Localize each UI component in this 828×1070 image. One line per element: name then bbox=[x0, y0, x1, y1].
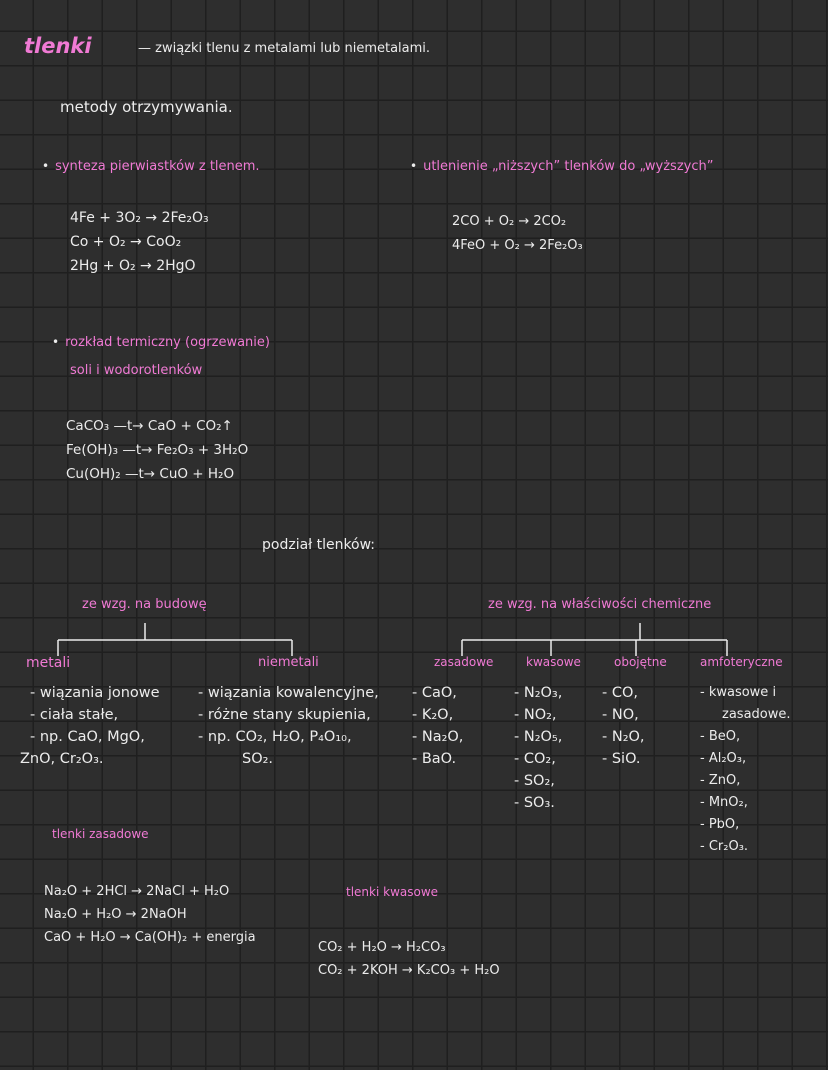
reaction: CaO + H₂O → Ca(OH)₂ + energia bbox=[44, 930, 256, 945]
list-item: - SO₂, bbox=[514, 773, 555, 789]
list-item: - CO, bbox=[602, 685, 638, 701]
list-item: - CaO, bbox=[412, 685, 457, 701]
oxidation-text: utlenienie „niższych” tlenków do „wyższych” bbox=[423, 159, 714, 174]
reaction: Fe(OH)₃ —t→ Fe₂O₃ + 3H₂O bbox=[66, 442, 249, 458]
list-item: - Al₂O₃, bbox=[700, 751, 747, 766]
reaction: Cu(OH)₂ —t→ CuO + H₂O bbox=[66, 466, 235, 482]
reaction: 2CO + O₂ → 2CO₂ bbox=[452, 214, 567, 229]
reaction: Na₂O + H₂O → 2NaOH bbox=[44, 907, 187, 922]
acidic-list bbox=[514, 682, 562, 814]
list-item: - kwasowe i bbox=[700, 685, 777, 700]
acidic-label: kwasowe bbox=[526, 655, 581, 669]
page-title: tlenki bbox=[24, 34, 92, 58]
list-item: - Na₂O, bbox=[412, 729, 464, 745]
by-properties-label: ze wzg. na właściwości chemiczne bbox=[488, 597, 712, 612]
reaction: CaCO₃ —t→ CaO + CO₂↑ bbox=[66, 418, 233, 434]
amphoteric-label: amfoteryczne bbox=[700, 655, 783, 669]
list-item: - różne stany skupienia, bbox=[198, 707, 371, 723]
acidic-oxides-reactions bbox=[318, 936, 500, 982]
division-heading: podział tlenków: bbox=[262, 537, 376, 553]
list-item: - np. CO₂, H₂O, P₄O₁₀, bbox=[198, 729, 352, 745]
synthesis-text: synteza pierwiastków z tlenem. bbox=[55, 159, 260, 174]
list-item: - np. CaO, MgO, bbox=[30, 729, 145, 745]
bullet-icon: • bbox=[410, 159, 418, 173]
reaction: 4FeO + O₂ → 2Fe₂O₃ bbox=[452, 238, 583, 253]
reaction: Na₂O + 2HCl → 2NaCl + H₂O bbox=[44, 884, 230, 899]
list-item: - BeO, bbox=[700, 729, 741, 744]
list-item: - PbO, bbox=[700, 817, 740, 832]
basic-oxides-reactions bbox=[44, 880, 256, 949]
list-item: - ZnO, bbox=[700, 773, 741, 788]
methods-heading: metody otrzymywania. bbox=[60, 98, 233, 116]
neutral-label: obojętne bbox=[614, 655, 667, 669]
list-item: - N₂O₅, bbox=[514, 729, 563, 745]
reaction: CO₂ + H₂O → H₂CO₃ bbox=[318, 940, 446, 955]
list-item: - NO, bbox=[602, 707, 639, 723]
list-item: - SO₃. bbox=[514, 795, 555, 811]
list-item: - ciała stałe, bbox=[30, 707, 119, 723]
bullet-icon: • bbox=[52, 335, 60, 349]
list-item: - SiO. bbox=[602, 751, 641, 767]
list-item: - K₂O, bbox=[412, 707, 454, 723]
list-item: - N₂O₃, bbox=[514, 685, 563, 701]
by-structure-label: ze wzg. na budowę bbox=[82, 597, 207, 612]
list-item: SO₂. bbox=[242, 751, 274, 767]
list-item: zasadowe. bbox=[722, 707, 791, 722]
definition: — związki tlenu z metalami lub niemetalami. bbox=[138, 41, 431, 56]
neutral-list bbox=[602, 682, 645, 770]
decomposition-sublabel: soli i wodorotlenków bbox=[70, 363, 203, 378]
list-item: - BaO. bbox=[412, 751, 457, 767]
amphoteric-list bbox=[700, 682, 791, 858]
list-item: - MnO₂, bbox=[700, 795, 748, 810]
reaction: 2Hg + O₂ → 2HgO bbox=[70, 258, 196, 274]
list-item: ZnO, Cr₂O₃. bbox=[20, 751, 104, 767]
nonmetals-list bbox=[198, 682, 379, 770]
basic-oxides-label: tlenki zasadowe bbox=[52, 827, 149, 841]
bullet-icon: • bbox=[42, 159, 50, 173]
reaction: CO₂ + 2KOH → K₂CO₃ + H₂O bbox=[318, 963, 500, 978]
reaction: Co + O₂ → CoO₂ bbox=[70, 234, 182, 250]
decomposition-text: rozkład termiczny (ogrzewanie) bbox=[65, 335, 270, 350]
reaction: 4Fe + 3O₂ → 2Fe₂O₃ bbox=[70, 210, 209, 226]
basic-label: zasadowe bbox=[434, 655, 494, 669]
list-item: - N₂O, bbox=[602, 729, 645, 745]
list-item: - Cr₂O₃. bbox=[700, 839, 749, 854]
list-item: - CO₂, bbox=[514, 751, 556, 767]
nonmetals-label: niemetali bbox=[258, 655, 319, 670]
list-item: - NO₂, bbox=[514, 707, 557, 723]
basic-list bbox=[412, 682, 463, 770]
metals-label: metali bbox=[26, 655, 71, 671]
acidic-oxides-label: tlenki kwasowe bbox=[346, 885, 439, 899]
list-item: - wiązania kowalencyjne, bbox=[198, 685, 379, 701]
metals-list bbox=[20, 682, 160, 770]
list-item: - wiązania jonowe bbox=[30, 685, 160, 701]
